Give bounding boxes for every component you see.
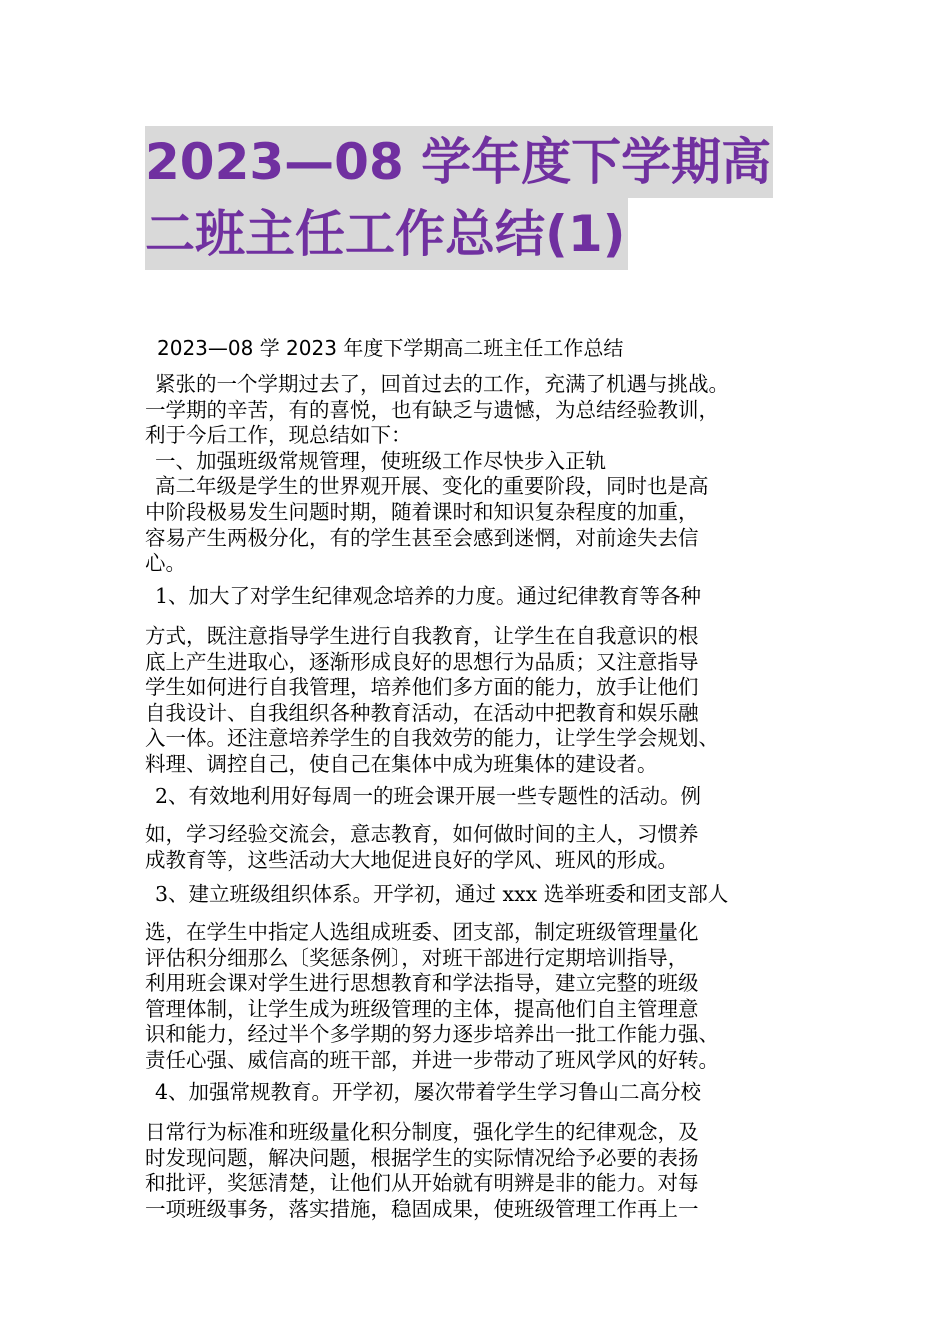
item-3-body — [145, 920, 810, 1074]
paragraph-line: 时发现问题，解决问题，根据学生的实际情况给予必要的表扬 — [145, 1145, 699, 1170]
item-2-lead — [145, 784, 810, 810]
paragraph-line: 自我设计、自我组织各种教育活动，在活动中把教育和娱乐融 — [145, 700, 699, 725]
paragraph-line: 如，学习经验交流会，意志教育，如何做时间的主人，习惯养 — [145, 822, 699, 846]
item-1-body — [145, 624, 810, 778]
paragraph-line: 容易产生两极分化，有的学生甚至会感到迷惘，对前途失去信 — [145, 525, 699, 550]
paragraph-line: 管理体制，让学生成为班级管理的主体，提高他们自主管理意 — [145, 996, 699, 1021]
paragraph-line: 责任心强、威信高的班干部，并进一步带动了班风学风的好转。 — [145, 1047, 719, 1072]
paragraph-line: 4、加强常规教育。开学初，屡次带着学生学习鲁山二高分校 — [155, 1080, 702, 1104]
paragraph-line: 3、建立班级组织体系。开学初，通过 xxx 选举班委和团支部人 — [155, 882, 729, 906]
paragraph-line: 料理、调控自己，使自己在集体中成为班集体的建设者。 — [145, 751, 658, 776]
title-line-2: 二班主任工作总结(1) — [145, 198, 628, 270]
paragraph-line: 心。 — [145, 551, 186, 576]
paragraph-line: 一项班级事务，落实措施，稳固成果，使班级管理工作再上一 — [145, 1196, 699, 1221]
paragraph-line: 选，在学生中指定人选组成班委、团支部，制定班级管理量化 — [145, 920, 699, 944]
document-subtitle: 2023—08 学 2023 年度下学期高二班主任工作总结 — [157, 336, 624, 360]
paragraph-line: 识和能力，经过半个多学期的努力逐步培养出一批工作能力强、 — [145, 1022, 719, 1047]
paragraph-line: 和批评，奖惩清楚，让他们从开始就有明辨是非的能力。对每 — [145, 1171, 699, 1196]
paragraph-line: 一学期的辛苦，有的喜悦，也有缺乏与遗憾，为总结经验教训， — [145, 397, 719, 422]
paragraph-line: 入一体。还注意培养学生的自我效劳的能力，让学生学会规划、 — [145, 726, 719, 751]
paragraph-line: 紧张的一个学期过去了，回首过去的工作，充满了机遇与挑战。 — [155, 372, 729, 396]
item-2-body — [145, 822, 810, 873]
paragraph-line: 日常行为标准和班级量化积分制度，强化学生的纪律观念，及 — [145, 1120, 699, 1144]
item-4-body — [145, 1120, 810, 1222]
paragraph-line: 2、有效地利用好每周一的班会课开展一些专题性的活动。例 — [155, 784, 702, 808]
item-4-lead — [145, 1080, 810, 1106]
paragraph-line: 利于今后工作，现总结如下： — [145, 423, 412, 448]
item-3-lead — [145, 882, 810, 908]
paragraph-line: 利用班会课对学生进行思想教育和学法指导，建立完整的班级 — [145, 971, 699, 996]
paragraph-line: 中阶段极易发生问题时期，随着课时和知识复杂程度的加重， — [145, 499, 699, 524]
paragraph-line: 成教育等，这些活动大大地促进良好的学风、班风的形成。 — [145, 847, 678, 872]
section-heading: 一、加强班级常规管理，使班级工作尽快步入正轨 — [155, 448, 606, 473]
paragraph-line: 评估积分细那么〔奖惩条例〕，对班干部进行定期培训指导， — [145, 945, 689, 970]
paragraph-line: 底上产生进取心，逐渐形成良好的思想行为品质；又注意指导 — [145, 649, 699, 674]
paragraph-line: 方式，既注意指导学生进行自我教育，让学生在自我意识的根 — [145, 624, 699, 648]
paragraph-line: 1、加大了对学生纪律观念培养的力度。通过纪律教育等各种 — [155, 584, 702, 608]
document-title — [145, 126, 845, 270]
item-1-lead — [145, 584, 810, 610]
paragraph-line: 高二年级是学生的世界观开展、变化的重要阶段，同时也是高 — [155, 474, 709, 499]
paragraph-line: 学生如何进行自我管理，培养他们多方面的能力，放手让他们 — [145, 675, 699, 700]
intro-paragraph — [145, 372, 810, 577]
title-line-1: 2023—08 学年度下学期高 — [145, 126, 773, 198]
